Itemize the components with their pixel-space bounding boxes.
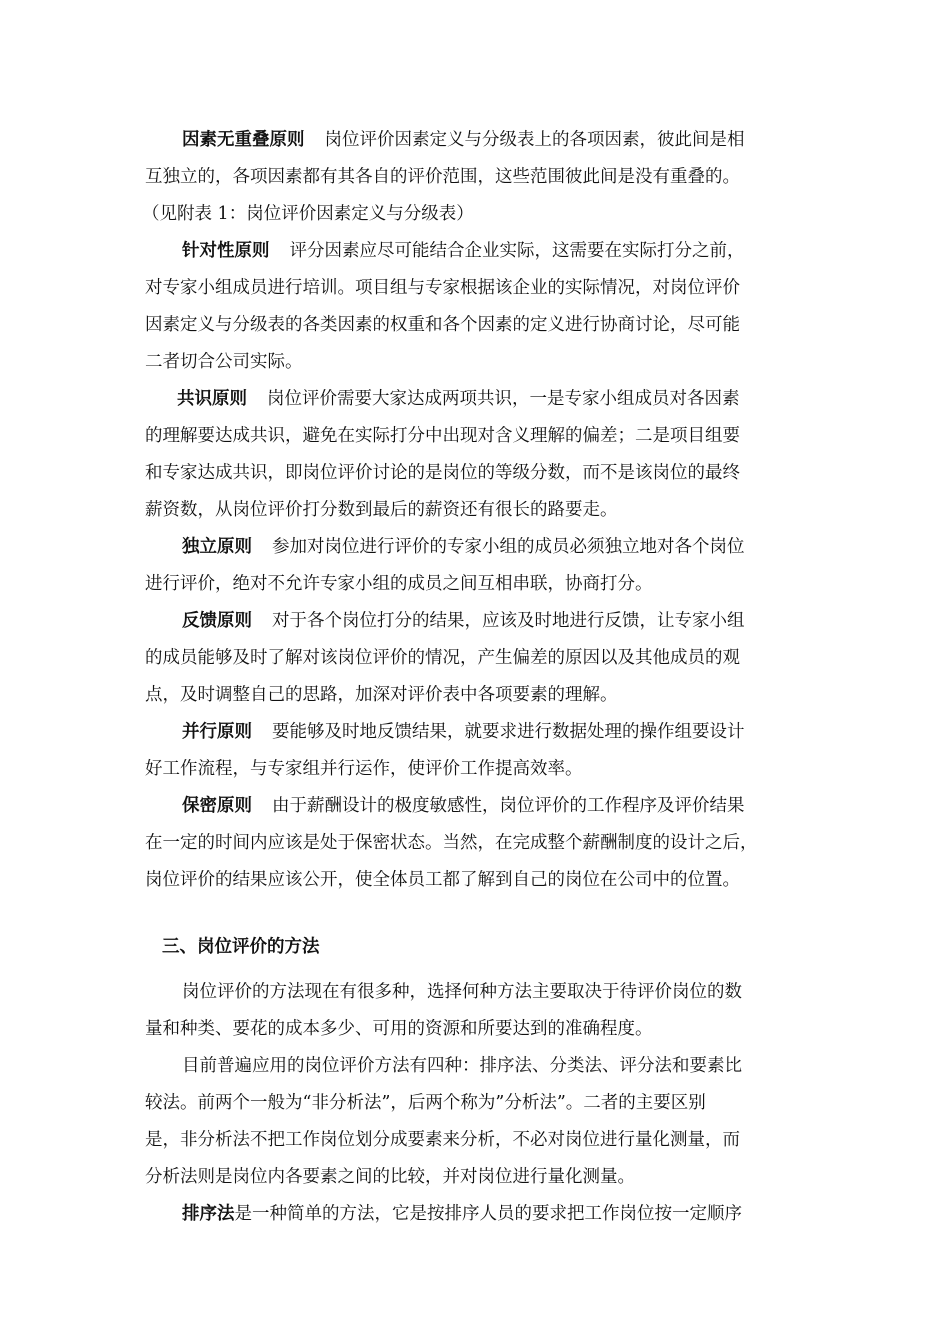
paragraph-line: 量和种类、要花的成本多少、可用的资源和所要达到的准确程度。 — [145, 1019, 653, 1039]
section-title: 三、岗位评价的方法 — [162, 937, 320, 957]
paragraph-line: 因素定义与分级表的各类因素的权重和各个因素的定义进行协商讨论，尽可能 — [145, 315, 740, 335]
paragraph-line: 岗位评价的结果应该公开，使全体员工都了解到自己的岗位在公司中的位置。 — [145, 870, 740, 890]
paragraph-text: 岗位评价因素定义与分级表上的各项因素，彼此间是相 — [324, 130, 745, 150]
paragraph-line: 薪资数，从岗位评价打分数到最后的薪资还有很长的路要走。 — [145, 500, 618, 520]
paragraph-line: 好工作流程，与专家组并行运作，使评价工作提高效率。 — [145, 759, 583, 779]
paragraph-line — [182, 238, 745, 264]
paragraph-line — [182, 1201, 742, 1227]
principle-heading: 独立原则 — [182, 537, 252, 557]
principle-heading: 针对性原则 — [182, 241, 270, 261]
paragraph-line: 是，非分析法不把工作岗位划分成要素来分析，不必对岗位进行量化测量，而 — [145, 1130, 740, 1150]
paragraph-text: 岗位评价需要大家达成两项共识，一是专家小组成员对各因素 — [267, 389, 740, 409]
paragraph-text: 对于各个岗位打分的结果，应该及时地进行反馈，让专家小组 — [272, 611, 745, 631]
paragraph-line: 对专家小组成员进行培训。项目组与专家根据该企业的实际情况，对岗位评价 — [145, 278, 740, 298]
paragraph-line: （见附表 1：岗位评价因素定义与分级表） — [142, 204, 474, 224]
paragraph-line — [177, 386, 740, 412]
paragraph-line — [182, 608, 745, 634]
paragraph-line — [182, 534, 745, 560]
paragraph-line: 互独立的，各项因素都有其各自的评价范围，这些范围彼此间是没有重叠的。 — [145, 167, 740, 187]
paragraph-line: 进行评价，绝对不允许专家小组的成员之间互相串联，协商打分。 — [145, 574, 653, 594]
paragraph-text: 评分因素应尽可能结合企业实际，这需要在实际打分之前， — [289, 241, 745, 261]
principle-heading: 共识原则 — [177, 389, 247, 409]
paragraph-line: 较法。前两个一般为“非分析法”，后两个称为”分析法”。二者的主要区别 — [145, 1093, 706, 1113]
paragraph-line: 点，及时调整自己的思路，加深对评价表中各项要素的理解。 — [145, 685, 618, 705]
principle-heading: 保密原则 — [182, 796, 252, 816]
paragraph-line: 二者切合公司实际。 — [145, 352, 303, 372]
paragraph-text: 是一种简单的方法，它是按排序人员的要求把工作岗位按一定顺序 — [234, 1204, 742, 1224]
principle-heading: 反馈原则 — [182, 611, 252, 631]
paragraph-line — [182, 127, 745, 153]
paragraph-line: 岗位评价的方法现在有很多种，选择何种方法主要取决于待评价岗位的数 — [182, 982, 742, 1002]
principle-heading: 并行原则 — [182, 722, 252, 742]
paragraph-line — [182, 719, 745, 745]
paragraph-text: 由于薪酬设计的极度敏感性，岗位评价的工作程序及评价结果 — [272, 796, 745, 816]
paragraph-line: 的成员能够及时了解对该岗位评价的情况，产生偏差的原因以及其他成员的观 — [145, 648, 740, 668]
paragraph-line: 分析法则是岗位内各要素之间的比较，并对岗位进行量化测量。 — [145, 1167, 635, 1187]
paragraph-line: 和专家达成共识，即岗位评价讨论的是岗位的等级分数，而不是该岗位的最终 — [145, 463, 740, 483]
principle-heading: 因素无重叠原则 — [182, 130, 305, 150]
paragraph-line: 在一定的时间内应该是处于保密状态。当然，在完成整个薪酬制度的设计之后， — [145, 833, 758, 853]
paragraph-line: 目前普遍应用的岗位评价方法有四种：排序法、分类法、评分法和要素比 — [182, 1056, 742, 1076]
method-heading: 排序法 — [182, 1204, 235, 1224]
paragraph-line: 的理解要达成共识，避免在实际打分中出现对含义理解的偏差；二是项目组要 — [145, 426, 740, 446]
paragraph-text: 要能够及时地反馈结果，就要求进行数据处理的操作组要设计 — [272, 722, 745, 742]
paragraph-line — [182, 793, 745, 819]
paragraph-text: 参加对岗位进行评价的专家小组的成员必须独立地对各个岗位 — [272, 537, 745, 557]
